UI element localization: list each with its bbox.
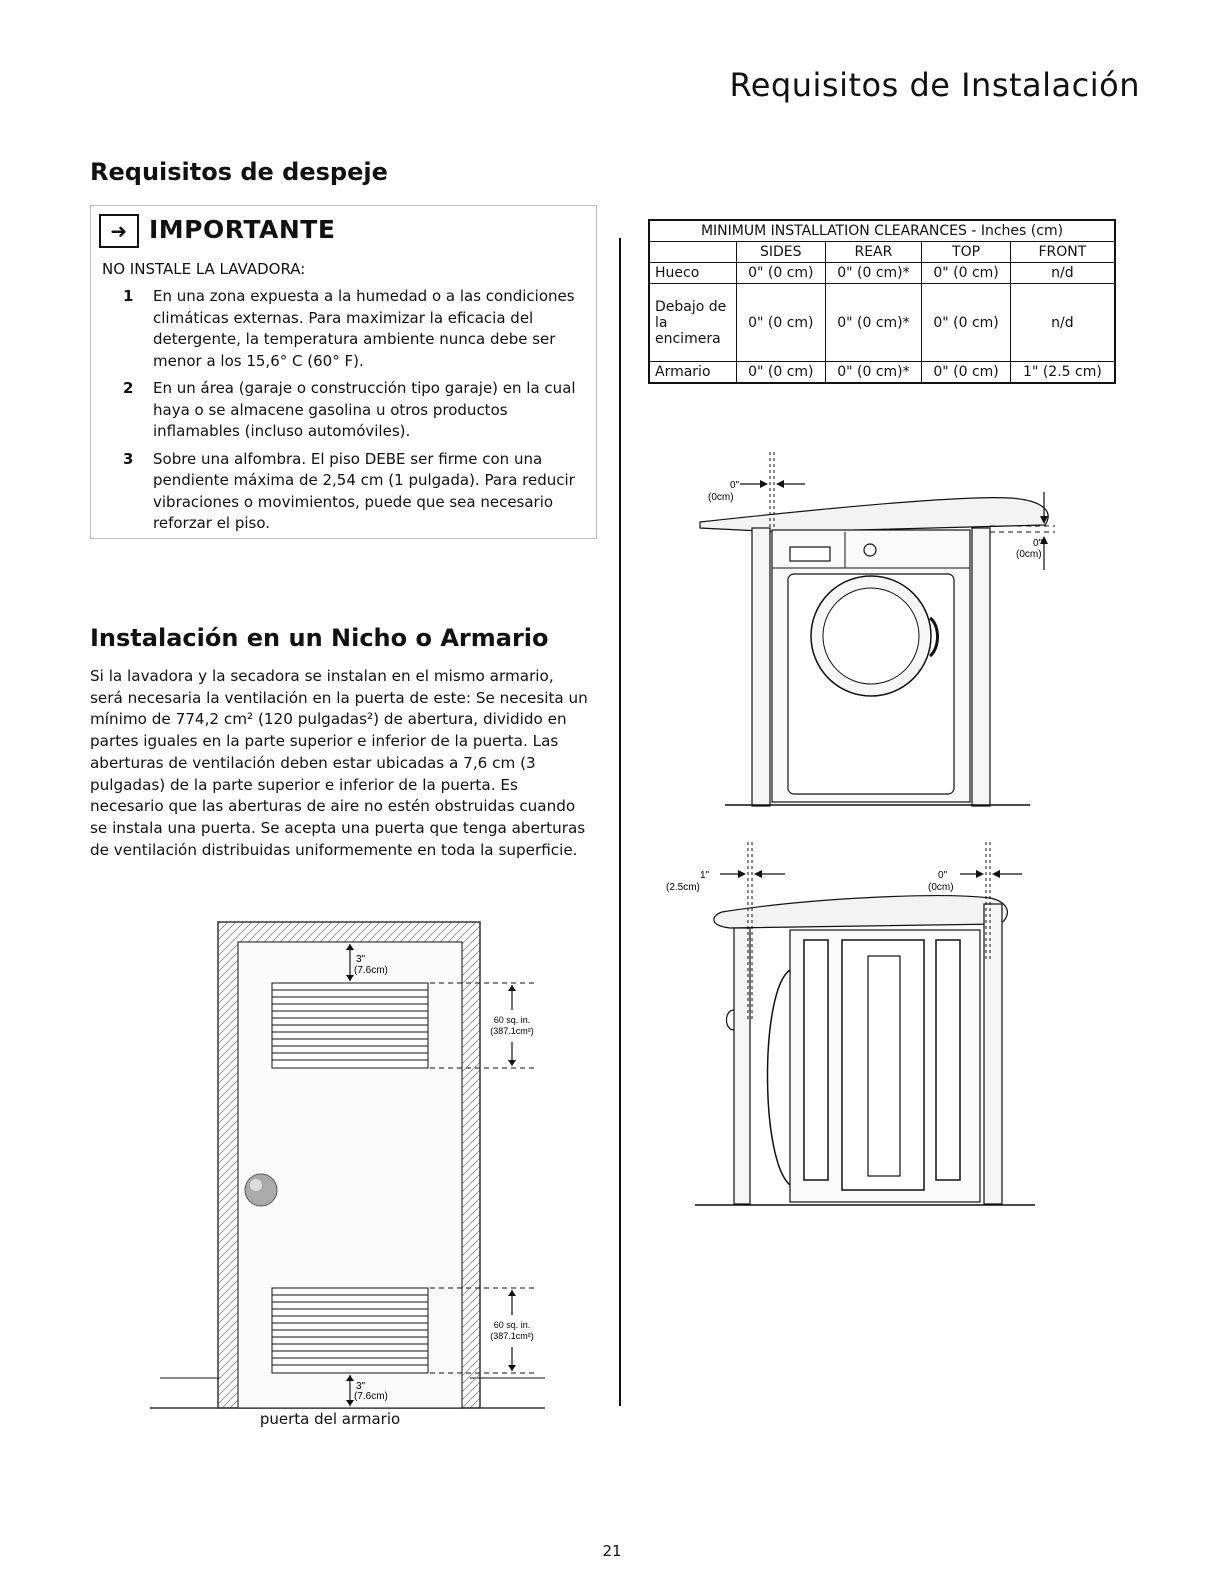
column-header <box>649 242 737 263</box>
important-heading <box>99 214 335 248</box>
top-gap-cm: (7.6cm) <box>354 965 388 976</box>
table-row <box>649 362 1115 384</box>
rear-gap-cm: (0cm) <box>928 882 954 893</box>
row-label: Hueco <box>649 263 737 284</box>
column-header: REAR <box>825 242 922 263</box>
front-gap-inches: 1" <box>700 870 710 881</box>
column-header: TOP <box>922 242 1011 263</box>
bottom-vent <box>272 1288 428 1373</box>
column-divider <box>619 238 621 1406</box>
list-item <box>123 286 589 372</box>
cell-rear: 0" (0 cm)* <box>825 362 922 384</box>
important-list <box>123 286 589 541</box>
important-label: IMPORTANTE <box>149 215 336 244</box>
cell-top: 0" (0 cm) <box>922 263 1011 284</box>
door-knob-icon <box>245 1174 277 1206</box>
top-gap-cm: (0cm) <box>1016 549 1042 560</box>
cell-rear: 0" (0 cm)* <box>825 284 922 362</box>
important-box <box>90 205 597 539</box>
top-vent <box>272 983 428 1068</box>
item-number: 2 <box>123 379 134 397</box>
item-number: 3 <box>123 449 134 468</box>
item-text: Sobre una alfombra. El piso DEBE ser firme con una pendiente máxima de 2,54 cm (1 pulgada). Para reducir vibraciones o movimientos, puede que sea necesario reforzar el piso. <box>153 449 575 532</box>
list-item <box>123 378 589 443</box>
row-label: Armario <box>649 362 737 384</box>
rear-gap-inches: 0" <box>938 870 948 881</box>
table-row <box>649 284 1115 362</box>
table-title: MINIMUM INSTALLATION CLEARANCES - Inches (cm) <box>649 220 1115 242</box>
cell-front: n/d <box>1010 263 1115 284</box>
row-label: Debajo de la encimera <box>649 284 737 362</box>
page-number: 21 <box>602 1542 622 1560</box>
top-gap-inches: 3" <box>356 954 366 965</box>
control-knob-icon <box>864 544 876 556</box>
cell-top: 0" (0 cm) <box>922 284 1011 362</box>
door-caption: puerta del armario <box>259 1410 401 1428</box>
detergent-drawer-icon <box>790 547 830 561</box>
column-header: SIDES <box>737 242 826 263</box>
item-number: 1 <box>123 287 134 305</box>
arrow-right-box-icon: ➜ <box>99 214 139 248</box>
bottom-vent-area: 60 sq. in. <box>493 1320 531 1330</box>
cell-front: 1" (2.5 cm) <box>1010 362 1115 384</box>
table-header-row <box>649 242 1115 263</box>
column-header: FRONT <box>1010 242 1115 263</box>
cell-top: 0" (0 cm) <box>922 362 1011 384</box>
clearance-table <box>648 219 1116 384</box>
cell-sides: 0" (0 cm) <box>737 362 826 384</box>
bottom-gap-inches: 3" <box>356 1381 366 1392</box>
closet-body-text: Si la lavadora y la secadora se instalan en el mismo armario, será necesaria la ventilación en la puerta de este: Se necesita un mínimo de 774,2 cm² (120 pulgadas²) de abertura, dividido en partes iguales en la parte superior e inferior de la puerta. Las aberturas de ventilación deben estar ubicadas a 7,6 cm (3 pulgadas) de la parte superior e inferior de la puerta. Es necesario que las aberturas de aire no estén obstruidas cuando se instala una puerta. Se acepta una puerta que tenga aberturas de ventilación distribuidas uniformemente en toda la superficie. <box>90 667 588 859</box>
bottom-gap-cm: (7.6cm) <box>354 1391 388 1402</box>
cell-rear: 0" (0 cm)* <box>825 263 922 284</box>
cell-front: n/d <box>1010 284 1115 362</box>
important-subtitle: NO INSTALE LA LAVADORA: <box>102 260 306 278</box>
section-title-closet: Instalación en un Nicho o Armario <box>90 624 549 652</box>
page-title: Requisitos de Instalación <box>729 66 1140 104</box>
washer-front-diagram <box>660 450 1080 810</box>
item-text: En un área (garaje o construcción tipo garaje) en la cual haya o se almacene gasolina u otros productos inflamables (incluso automóviles). <box>153 379 576 440</box>
section-title-clearance: Requisitos de despeje <box>90 158 388 186</box>
table-row <box>649 263 1115 284</box>
side-gap-inches: 0" <box>730 480 740 491</box>
closet-door-diagram <box>150 920 550 1410</box>
top-vent-area: 60 sq. in. <box>493 1015 531 1025</box>
top-vent-area-cm: (387.1cm²) <box>490 1026 534 1036</box>
bottom-vent-area-cm: (387.1cm²) <box>490 1331 534 1341</box>
item-text: En una zona expuesta a la humedad o a las condiciones climáticas externas. Para maximizar la eficacia del detergente, la temperatura ambiente nunca debe ser menor a los 15,6° C (60° F). <box>153 287 575 370</box>
front-gap-cm: (2.5cm) <box>666 882 700 893</box>
side-gap-cm: (0cm) <box>708 492 734 503</box>
list-item <box>123 449 589 535</box>
washer-side-diagram <box>660 840 1080 1220</box>
top-gap-inches: 0" <box>1033 538 1043 549</box>
cell-sides: 0" (0 cm) <box>737 284 826 362</box>
cell-sides: 0" (0 cm) <box>737 263 826 284</box>
